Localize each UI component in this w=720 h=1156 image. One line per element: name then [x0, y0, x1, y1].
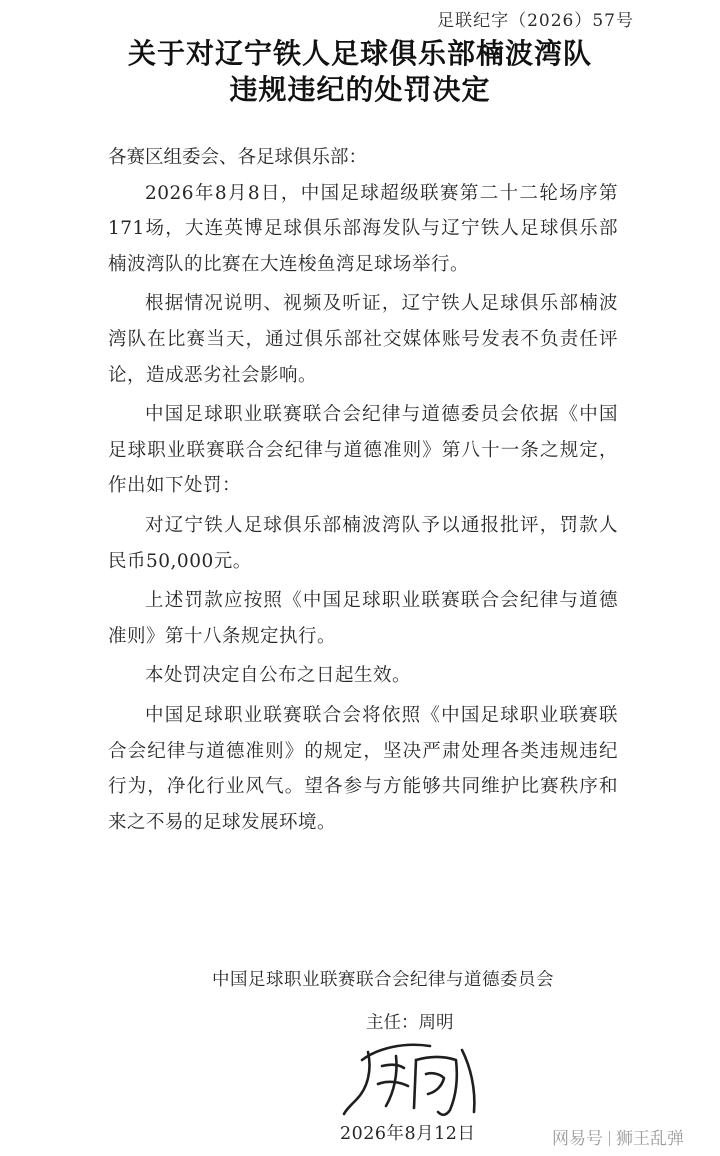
watermark-source: 网易号: [552, 1129, 603, 1149]
paragraph-match-info: 2026年8月8日，中国足球超级联赛第二十二轮场序第171场，大连英博足球俱乐部海发队与辽宁铁人足球俱乐部楠波湾队的比赛在大连梭鱼湾足球场举行。: [108, 182, 618, 275]
director-name: 主任：周明: [366, 1013, 454, 1033]
watermark-author: 狮王乱弹: [616, 1129, 684, 1149]
paragraph-effective: 本处罚决定自公布之日起生效。: [145, 665, 412, 687]
issuing-organization: 中国足球职业联赛联合会纪律与道德委员会: [212, 970, 554, 990]
paragraph-legal-basis: 中国足球职业联赛联合会纪律与道德委员会依据《中国足球职业联赛联合会纪律与道德准则》第八十一条之规定，作出如下处罚：: [108, 404, 618, 497]
paragraph-violation: 根据情况说明、视频及听证，辽宁铁人足球俱乐部楠波湾队在比赛当天，通过俱乐部社交媒体账号发表不负责任评论，造成恶劣社会影响。: [108, 293, 618, 386]
source-watermark: [552, 1124, 684, 1149]
document-number: 足联纪字（2026）57号: [437, 11, 634, 31]
paragraph-closing: 中国足球职业联赛联合会将依照《中国足球职业联赛联合会纪律与道德准则》的规定，坚决严肃处理各类违规违纪行为，净化行业风气。望各参与方能够共同维护比赛秩序和来之不易的足球发展环境。: [108, 704, 618, 833]
document-title: [0, 36, 720, 108]
document-body: [108, 140, 618, 840]
salutation: 各赛区组委会、各足球俱乐部：: [108, 147, 368, 168]
paragraph-penalty: 对辽宁铁人足球俱乐部楠波湾队予以通报批评，罚款人民币50,000元。: [108, 514, 618, 572]
paragraph-fine-execution: 上述罚款应按照《中国足球职业联赛联合会纪律与道德准则》第十八条规定执行。: [108, 590, 618, 647]
document-date: 2026年8月12日: [340, 1124, 476, 1144]
watermark-divider: [609, 1131, 610, 1146]
document-title-line-2: 违规违纪的处罚决定: [229, 73, 491, 106]
document-title-line-1: 关于对辽宁铁人足球俱乐部楠波湾队: [127, 37, 592, 70]
handwritten-signature-icon: [338, 1030, 488, 1120]
